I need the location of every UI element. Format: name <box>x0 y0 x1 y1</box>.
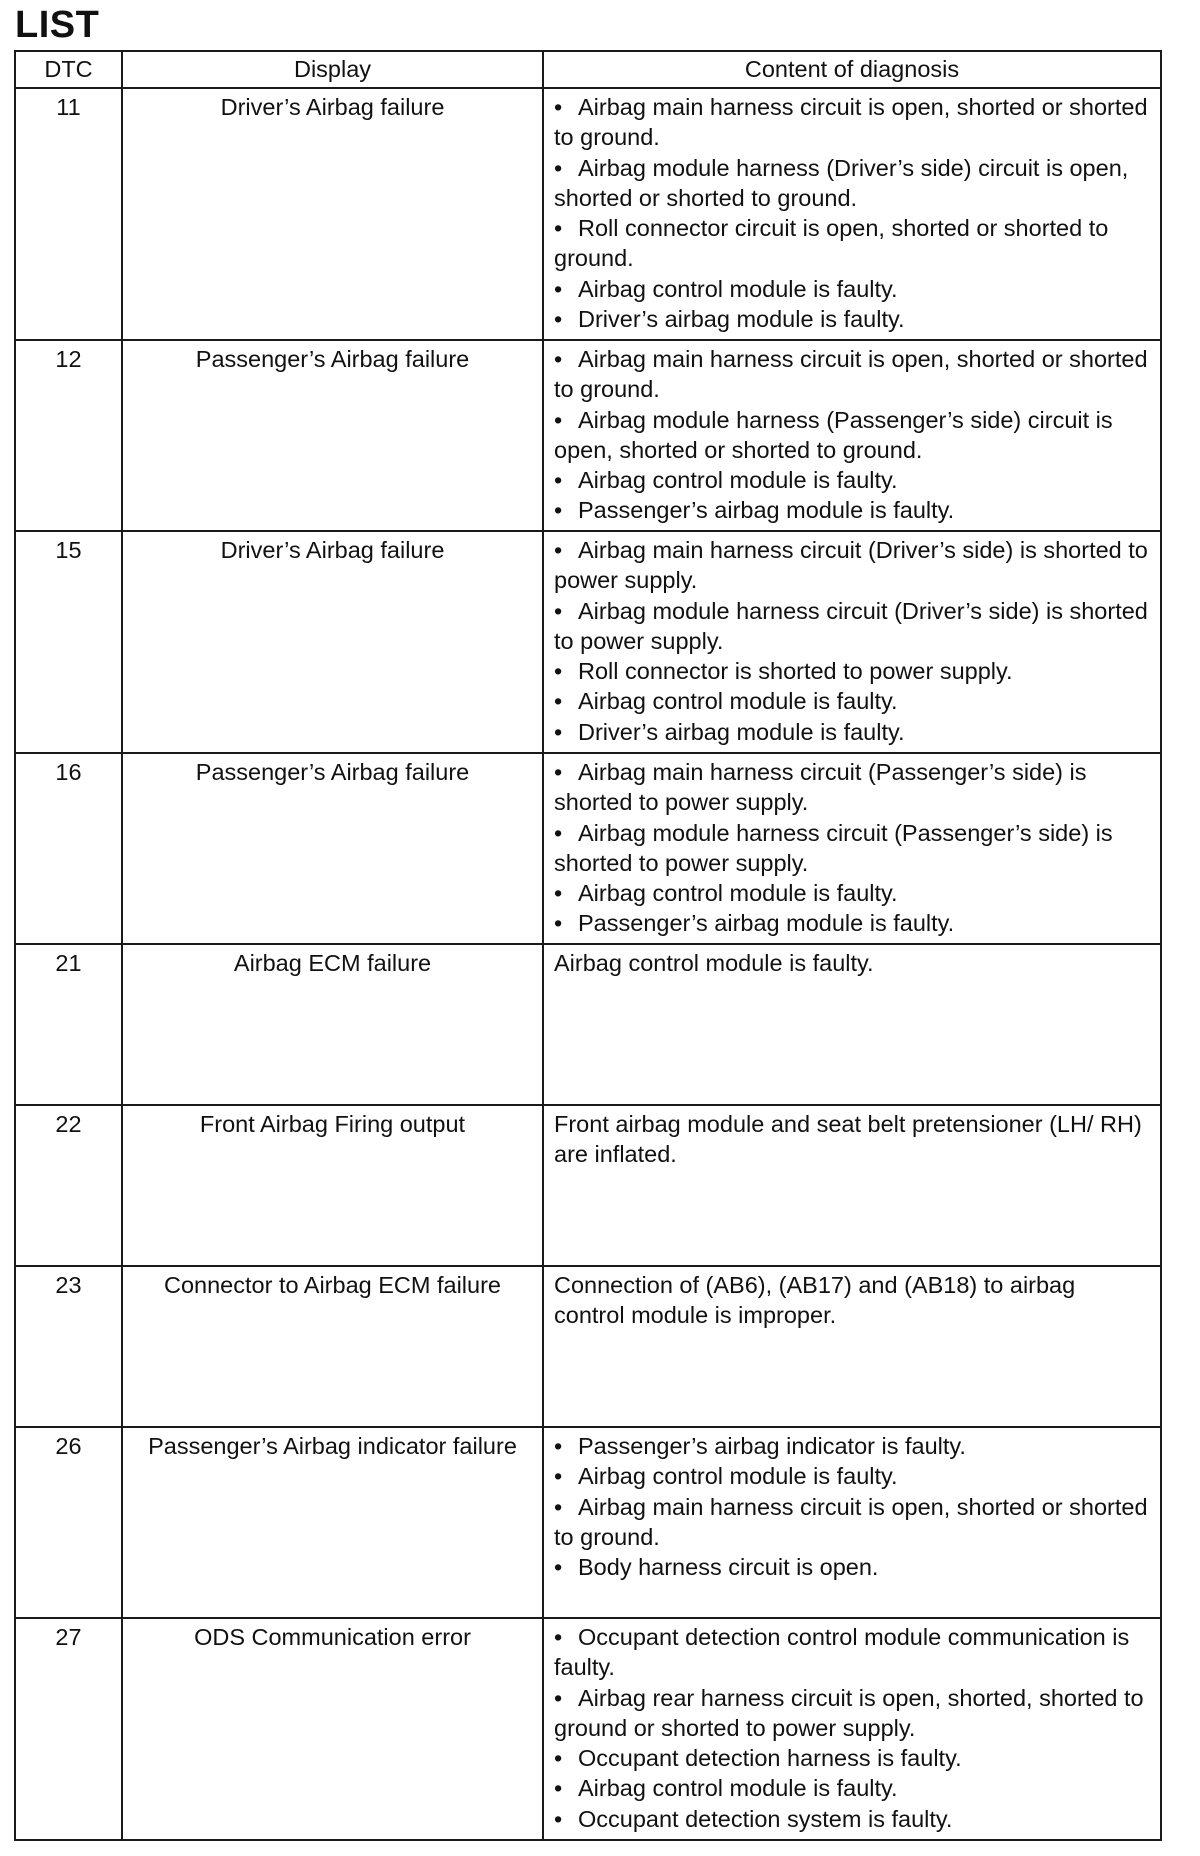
table-row <box>15 88 1161 340</box>
diagnosis-bullet-text: Airbag main harness circuit (Driver’s side) is shorted to power supply. <box>554 537 1148 594</box>
diagnosis-bullet-item <box>554 1773 1150 1803</box>
diagnosis-bullet-item <box>554 1492 1150 1553</box>
dtc-code: 23 <box>15 1266 122 1427</box>
bullet-icon: • <box>554 1554 563 1581</box>
dtc-code: 11 <box>15 88 122 340</box>
table-row <box>15 1618 1161 1840</box>
diagnosis-bullet-text: Driver’s airbag module is faulty. <box>578 718 905 745</box>
diagnosis-bullet-text: Airbag module harness (Passenger’s side) circuit is open, shorted or shorted to ground. <box>554 406 1113 463</box>
display-text: Airbag ECM failure <box>122 944 543 1105</box>
diagnosis-bullet-text: Airbag main harness circuit is open, shorted or shorted to ground. <box>554 94 1148 151</box>
diagnosis-bullet-item <box>554 92 1150 153</box>
diagnosis-bullet-text: Airbag module harness (Driver’s side) circuit is open, shorted or shorted to ground. <box>554 154 1129 211</box>
diagnosis-content <box>543 944 1161 1105</box>
column-header-content: Content of diagnosis <box>543 51 1161 88</box>
diagnosis-bullet-text: Passenger’s airbag module is faulty. <box>578 497 955 524</box>
diagnosis-bullet-item <box>554 213 1150 274</box>
table-row <box>15 1266 1161 1427</box>
bullet-icon: • <box>554 537 563 563</box>
table-row <box>15 1427 1161 1618</box>
diagnosis-bullet-text: Passenger’s airbag module is faulty. <box>578 910 955 937</box>
diagnosis-bullet-item <box>554 1552 1150 1582</box>
diagnosis-bullet-text: Occupant detection control module communication is faulty. <box>554 1624 1130 1681</box>
diagnosis-content <box>543 531 1161 753</box>
display-text: Passenger’s Airbag failure <box>122 340 543 531</box>
bullet-icon: • <box>554 346 563 372</box>
diagnosis-content <box>543 1105 1161 1266</box>
dtc-code: 22 <box>15 1105 122 1266</box>
diagnosis-bullet-text: Airbag module harness circuit (Driver’s side) is shorted to power supply. <box>554 597 1148 654</box>
diagnosis-bullet-item <box>554 465 1150 495</box>
bullet-icon: • <box>554 154 563 181</box>
diagnosis-bullet-item <box>554 818 1150 879</box>
diagnosis-content <box>543 340 1161 531</box>
table-body <box>15 88 1161 1840</box>
diagnosis-text: Connection of (AB6), (AB17) and (AB18) to airbag control module is improper. <box>554 1272 1076 1329</box>
bullet-icon: • <box>554 1805 563 1832</box>
diagnosis-bullet-text: Body harness circuit is open. <box>578 1554 879 1581</box>
diagnosis-content <box>543 1266 1161 1427</box>
diagnosis-bullet-text: Airbag control module is faulty. <box>578 688 898 715</box>
bullet-icon: • <box>554 1684 563 1711</box>
diagnosis-bullet-item <box>554 656 1150 686</box>
diagnosis-bullet-item <box>554 344 1150 405</box>
diagnosis-bullet-item <box>554 908 1150 938</box>
diagnosis-bullet-text: Airbag rear harness circuit is open, shorted, shorted to ground or shorted to power supply. <box>554 1684 1144 1741</box>
bullet-icon: • <box>554 497 563 524</box>
diagnosis-bullet-item <box>554 535 1150 596</box>
bullet-icon: • <box>554 215 563 242</box>
bullet-icon: • <box>554 406 563 433</box>
diagnosis-bullet-text: Roll connector is shorted to power supply. <box>578 658 1013 685</box>
dtc-code: 21 <box>15 944 122 1105</box>
diagnosis-bullet-item <box>554 757 1150 818</box>
bullet-icon: • <box>554 1745 563 1772</box>
table-row <box>15 1105 1161 1266</box>
bullet-icon: • <box>554 759 563 785</box>
column-header-dtc: DTC <box>15 51 122 88</box>
bullet-icon: • <box>554 718 563 745</box>
diagnosis-bullet-item <box>554 1622 1150 1683</box>
diagnosis-bullet-text: Occupant detection harness is faulty. <box>578 1745 962 1772</box>
diagnosis-bullet-text: Driver’s airbag module is faulty. <box>578 306 905 333</box>
bullet-icon: • <box>554 306 563 333</box>
table-row <box>15 340 1161 531</box>
display-text: Connector to Airbag ECM failure <box>122 1266 543 1427</box>
dtc-code: 26 <box>15 1427 122 1618</box>
diagnosis-bullet-text: Airbag control module is faulty. <box>578 1463 898 1490</box>
diagnosis-bullet-text: Airbag main harness circuit is open, shorted or shorted to ground. <box>554 1493 1148 1550</box>
diagnosis-bullet-item <box>554 686 1150 716</box>
diagnosis-text: Front airbag module and seat belt pretensioner (LH/ RH) are inflated. <box>554 1111 1142 1168</box>
diagnosis-bullet-item <box>554 153 1150 214</box>
diagnosis-bullet-text: Airbag control module is faulty. <box>578 275 898 302</box>
diagnosis-bullet-text: Airbag module harness circuit (Passenger’s side) is shorted to power supply. <box>554 819 1113 876</box>
table-row <box>15 944 1161 1105</box>
diagnosis-bullet-text: Occupant detection system is faulty. <box>578 1805 953 1832</box>
diagnosis-text: Airbag control module is faulty. <box>554 950 874 976</box>
diagnosis-content <box>543 753 1161 944</box>
display-text: Driver’s Airbag failure <box>122 88 543 340</box>
diagnosis-bullet-item <box>554 1431 1150 1461</box>
table-row <box>15 531 1161 753</box>
dtc-code: 15 <box>15 531 122 753</box>
diagnosis-content <box>543 1427 1161 1618</box>
diagnosis-bullet-text: Roll connector circuit is open, shorted or shorted to ground. <box>554 215 1109 272</box>
bullet-icon: • <box>554 1463 563 1490</box>
display-text: Passenger’s Airbag indicator failure <box>122 1427 543 1618</box>
diagnosis-bullet-text: Airbag main harness circuit is open, shorted or shorted to ground. <box>554 346 1148 403</box>
display-text: Front Airbag Firing output <box>122 1105 543 1266</box>
diagnosis-bullet-item <box>554 495 1150 525</box>
diagnosis-content <box>543 88 1161 340</box>
diagnosis-bullet-item <box>554 1683 1150 1744</box>
bullet-icon: • <box>554 658 563 685</box>
diagnosis-bullet-item <box>554 596 1150 657</box>
diagnosis-bullet-item <box>554 304 1150 334</box>
dtc-code: 16 <box>15 753 122 944</box>
diagnosis-bullet-text: Airbag main harness circuit (Passenger’s side) is shorted to power supply. <box>554 759 1087 816</box>
display-text: Passenger’s Airbag failure <box>122 753 543 944</box>
bullet-icon: • <box>554 910 563 937</box>
diagnosis-content <box>543 1618 1161 1840</box>
bullet-icon: • <box>554 1433 563 1459</box>
bullet-icon: • <box>554 1493 563 1520</box>
display-text: ODS Communication error <box>122 1618 543 1840</box>
diagnosis-bullet-text: Airbag control module is faulty. <box>578 1775 898 1802</box>
dtc-code: 12 <box>15 340 122 531</box>
table-row <box>15 753 1161 944</box>
bullet-icon: • <box>554 275 563 302</box>
diagnosis-bullet-item <box>554 1804 1150 1834</box>
diagnosis-bullet-text: Airbag control module is faulty. <box>578 880 898 907</box>
diagnosis-bullet-item <box>554 1461 1150 1491</box>
bullet-icon: • <box>554 1775 563 1802</box>
diagnosis-bullet-item <box>554 274 1150 304</box>
table-header-row <box>15 51 1161 88</box>
bullet-icon: • <box>554 467 563 494</box>
diagnosis-bullet-item <box>554 405 1150 466</box>
diagnosis-bullet-text: Passenger’s airbag indicator is faulty. <box>578 1433 966 1459</box>
diagnosis-bullet-item <box>554 1743 1150 1773</box>
page-title: LIST <box>15 4 100 46</box>
display-text: Driver’s Airbag failure <box>122 531 543 753</box>
dtc-table <box>14 50 1162 1841</box>
diagnosis-bullet-item <box>554 717 1150 747</box>
bullet-icon: • <box>554 819 563 846</box>
column-header-display: Display <box>122 51 543 88</box>
diagnosis-bullet-item <box>554 878 1150 908</box>
bullet-icon: • <box>554 94 563 120</box>
dtc-code: 27 <box>15 1618 122 1840</box>
bullet-icon: • <box>554 880 563 907</box>
bullet-icon: • <box>554 1624 563 1650</box>
bullet-icon: • <box>554 688 563 715</box>
diagnosis-bullet-text: Airbag control module is faulty. <box>578 467 898 494</box>
bullet-icon: • <box>554 597 563 624</box>
